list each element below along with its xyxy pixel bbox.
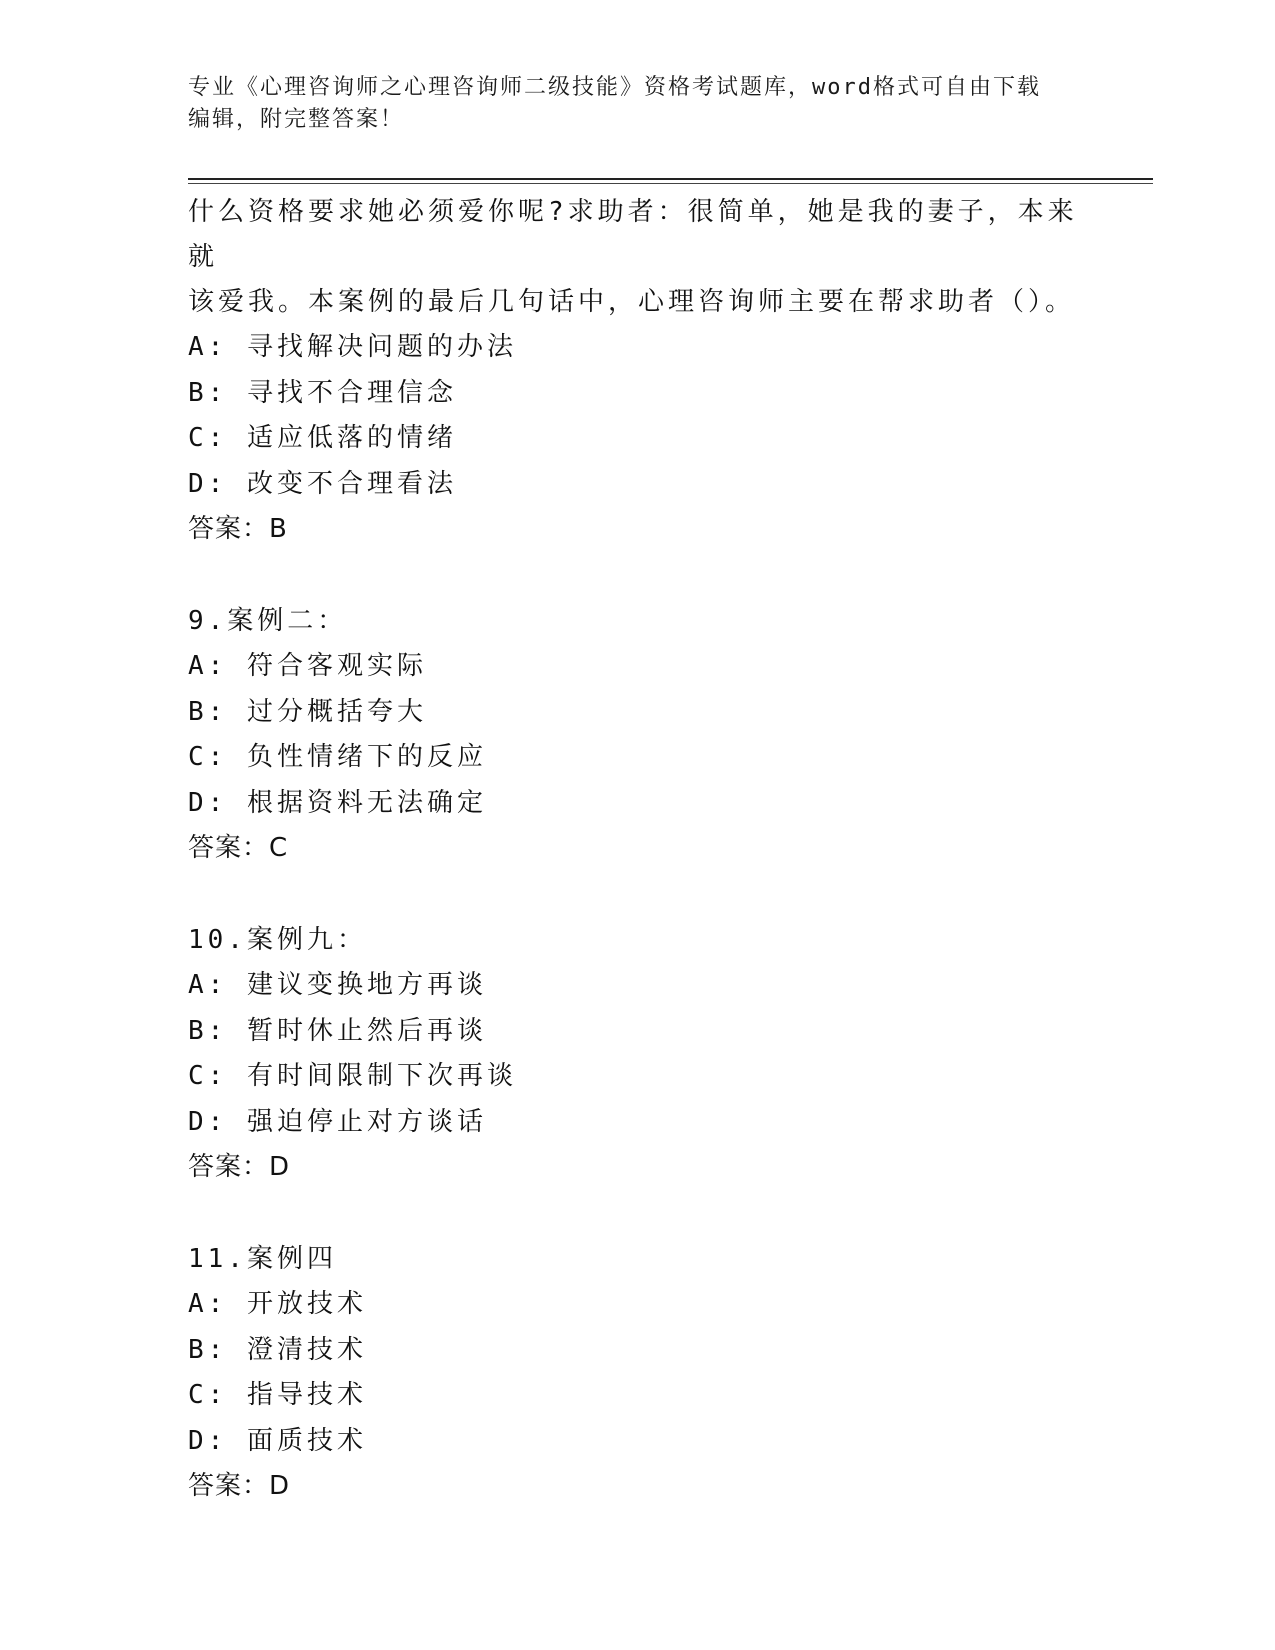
question-stem-line: 什么资格要求她必须爱你呢?求助者：很简单，她是我的妻子，本来就: [188, 197, 1078, 272]
header-divider-thin: [188, 183, 1153, 184]
option-d: D: 强迫停止对方谈话: [188, 1106, 487, 1137]
option-d: D: 面质技术: [188, 1425, 367, 1456]
option-b: B: 过分概括夸大: [188, 696, 427, 727]
option-c: C: 指导技术: [188, 1380, 367, 1410]
option-a: A: 符合客观实际: [188, 651, 427, 681]
question-item: [188, 918, 1088, 1191]
question-item: [188, 190, 1088, 553]
option-d: D: 改变不合理看法: [188, 468, 457, 499]
answer-text: 答案：D: [188, 1471, 291, 1501]
option-c: C: 适应低落的情绪: [188, 423, 457, 453]
option-b: B: 寻找不合理信念: [188, 377, 457, 408]
question-spacer: [188, 553, 1088, 599]
header-title-line-1: 专业《心理咨询师之心理咨询师二级技能》资格考试题库，word格式可自由下载: [188, 75, 1041, 100]
option-b: B: 暂时休止然后再谈: [188, 1015, 487, 1046]
option-a: A: 寻找解决问题的办法: [188, 332, 517, 362]
question-item: [188, 1237, 1088, 1510]
header-divider-thick: [188, 178, 1153, 180]
option-c: C: 负性情绪下的反应: [188, 742, 487, 772]
question-spacer: [188, 872, 1088, 918]
question-stem-line: 该爱我。本案例的最后几句话中，心理咨询师主要在帮求助者（）。: [188, 287, 1076, 317]
option-a: A: 开放技术: [188, 1289, 367, 1319]
option-b: B: 澄清技术: [188, 1334, 367, 1365]
question-list: [188, 190, 1088, 1510]
option-c: C: 有时间限制下次再谈: [188, 1061, 517, 1091]
question-item: [188, 599, 1088, 872]
option-d: D: 根据资料无法确定: [188, 787, 487, 818]
option-a: A: 建议变换地方再谈: [188, 970, 487, 1000]
answer-text: 答案：C: [188, 833, 289, 863]
question-title: 11.案例四: [188, 1243, 337, 1274]
answer-text: 答案：D: [188, 1152, 291, 1182]
answer-text: 答案：B: [188, 514, 288, 544]
document-header: [188, 72, 1088, 136]
question-title: 10.案例九：: [188, 924, 367, 955]
question-title: 9.案例二：: [188, 605, 348, 636]
header-title-line-2: 编辑，附完整答案！: [188, 107, 405, 132]
question-spacer: [188, 1191, 1088, 1237]
